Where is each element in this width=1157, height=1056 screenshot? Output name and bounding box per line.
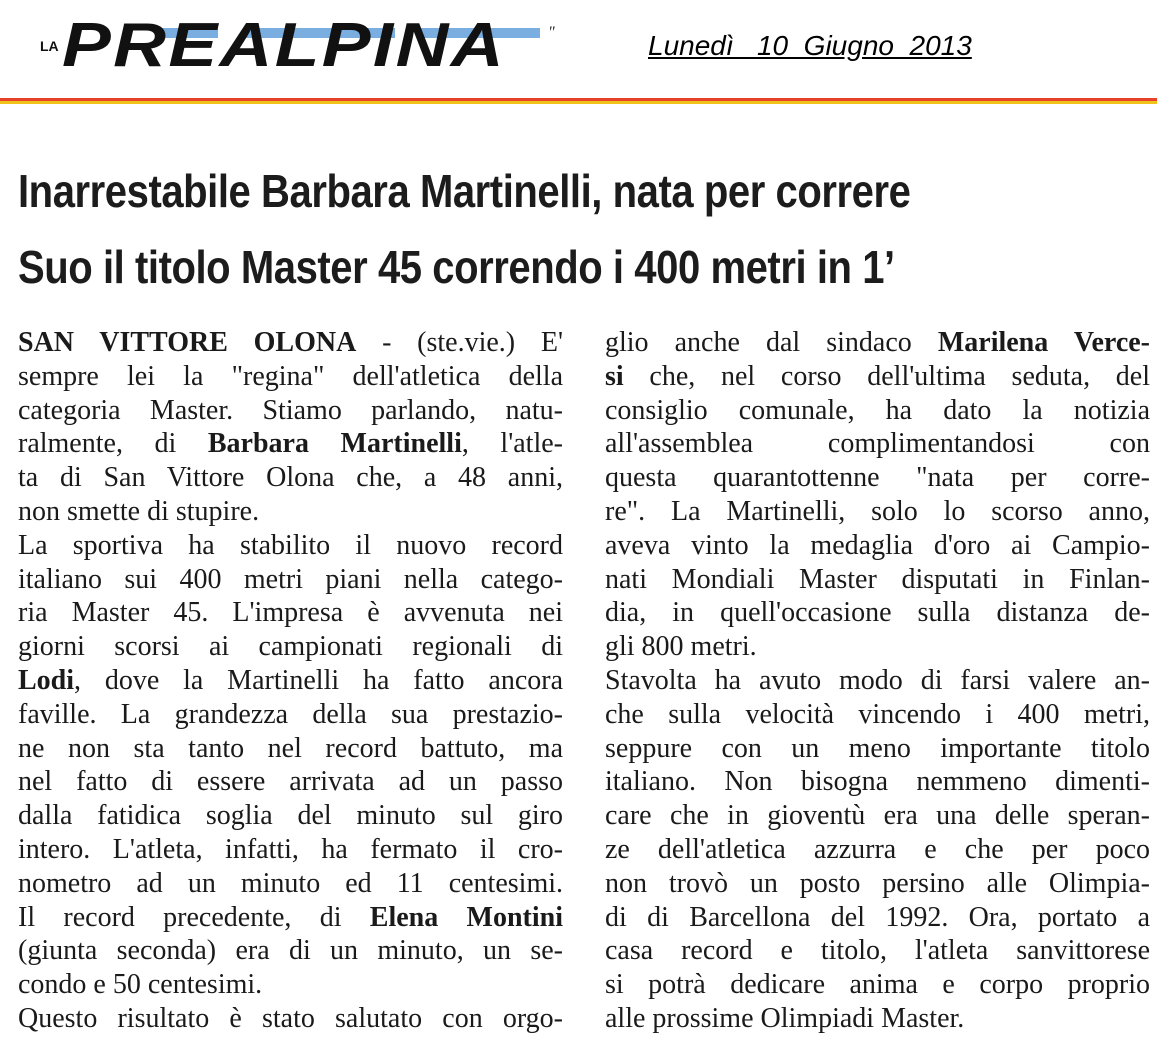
- text-run: nel fatto di essere arrivata ad un passo: [18, 766, 563, 798]
- article-line: [18, 326, 563, 360]
- article-line: [605, 799, 1150, 833]
- text-run: che, nel corso dell'ultima seduta, del: [623, 360, 1150, 392]
- article-line: [18, 461, 563, 495]
- text-run: non trovò un posto persino alle Olimpia-: [605, 867, 1150, 899]
- text-run: italiano sui 400 metri piani nella catego-: [18, 563, 563, 595]
- text-run: aveva vinto la medaglia d'oro ai Campio-: [605, 529, 1150, 561]
- article-line: [605, 563, 1150, 597]
- bold-name: si: [605, 360, 624, 392]
- text-run: faville. La grandezza della sua prestazio-: [18, 698, 563, 730]
- article-line: [18, 394, 563, 428]
- article-line: [605, 394, 1150, 428]
- article-line: [18, 901, 563, 935]
- article-line: [605, 867, 1150, 901]
- newspaper-logo: [40, 8, 580, 86]
- header-rule-yellow: [0, 101, 1157, 104]
- article-line: [18, 934, 563, 968]
- headline-line-1: Inarrestabile Barbara Martinelli, nata per correre: [18, 165, 911, 217]
- text-run: non smette di stupire.: [18, 495, 260, 527]
- article-line: [605, 495, 1150, 529]
- text-run: italiano. Non bisogna nemmeno dimenti-: [605, 766, 1150, 798]
- text-run: dia, in quell'occasione sulla distanza de-: [605, 597, 1150, 629]
- text-run: casa record e titolo, l'atleta sanvittorese: [605, 935, 1150, 967]
- text-run: Stavolta ha avuto modo di farsi valere an-: [605, 664, 1150, 696]
- article-line: [605, 1002, 1150, 1036]
- article-line: [18, 968, 563, 1002]
- article-line: [18, 1002, 563, 1036]
- publication-date: Lunedì 10 Giugno 2013: [648, 30, 972, 61]
- text-run: che sulla velocità vincendo i 400 metri,: [605, 698, 1150, 730]
- article-line: [605, 833, 1150, 867]
- article-line: [18, 664, 563, 698]
- text-run: intero. L'atleta, infatti, ha fermato il cro-: [18, 833, 563, 865]
- article-line: [605, 968, 1150, 1002]
- article-line: [605, 901, 1150, 935]
- article-line: [18, 833, 563, 867]
- text-run: seppure con un meno importante titolo: [605, 732, 1150, 764]
- article-line: [605, 934, 1150, 968]
- article-line: [18, 529, 563, 563]
- text-run: si potrà dedicare anima e corpo proprio: [605, 969, 1150, 1001]
- text-run: categoria Master. Stiamo parlando, natu-: [18, 394, 563, 426]
- article-line: [605, 529, 1150, 563]
- article-line: [605, 698, 1150, 732]
- article-line: [18, 360, 563, 394]
- article-line: [18, 698, 563, 732]
- text-run: alle prossime Olimpiadi Master.: [605, 1002, 965, 1034]
- article-line: [605, 664, 1150, 698]
- article-line: [605, 326, 1150, 360]
- text-run: , dove la Martinelli ha fatto ancora: [74, 664, 563, 696]
- article-line: [605, 596, 1150, 630]
- bold-name: SAN VITTORE OLONA: [18, 327, 357, 358]
- article-line: [18, 765, 563, 799]
- bold-name: Barbara Martinelli: [207, 428, 462, 460]
- text-run: La sportiva ha stabilito il nuovo record: [18, 529, 563, 561]
- text-run: care che in gioventù era una delle speran-: [605, 800, 1150, 832]
- text-run: consiglio comunale, ha dato la notizia: [605, 394, 1150, 426]
- text-run: re". La Martinelli, solo lo scorso anno,: [605, 495, 1150, 527]
- text-run: condo e 50 centesimi.: [18, 969, 263, 1001]
- masthead: [0, 0, 1157, 100]
- text-run: Il record precedente, di: [18, 901, 370, 933]
- article-line: [18, 630, 563, 664]
- bold-name: Marilena Verce-: [937, 327, 1150, 358]
- text-run: ze dell'atletica azzurra e che per poco: [605, 833, 1150, 865]
- article-line: [605, 360, 1150, 394]
- text-run: nometro ad un minuto ed 11 centesimi.: [18, 867, 563, 899]
- article-line: [605, 427, 1150, 461]
- article-line: [18, 563, 563, 597]
- logo-prefix: LA: [40, 38, 59, 54]
- article-line: [18, 495, 563, 529]
- text-run: ralmente, di: [18, 428, 208, 460]
- logo-name: PREALPINA: [62, 11, 506, 80]
- article-column-left: [18, 326, 563, 1036]
- text-run: all'assemblea complimentandosi con: [605, 428, 1150, 460]
- bold-name: Lodi: [18, 664, 75, 696]
- bold-name: Elena Montini: [369, 901, 563, 933]
- text-run: , l'atle-: [461, 428, 563, 460]
- article-line: [605, 732, 1150, 766]
- text-run: ta di San Vittore Olona che, a 48 anni,: [18, 462, 563, 494]
- text-run: sempre lei la "regina" dell'atletica della: [18, 360, 563, 392]
- text-run: ne non sta tanto nel record battuto, ma: [18, 732, 563, 764]
- text-run: gli 800 metri.: [605, 631, 757, 663]
- article-line: [18, 596, 563, 630]
- article-line: [605, 765, 1150, 799]
- article-line: [605, 630, 1150, 664]
- article-line: [18, 427, 563, 461]
- article-column-right: [605, 326, 1150, 1036]
- text-run: questa quarantottenne "nata per corre-: [605, 462, 1150, 494]
- article-line: [605, 461, 1150, 495]
- article-line: [18, 799, 563, 833]
- article-line: [18, 732, 563, 766]
- logo-mark: ": [548, 24, 555, 41]
- text-run: ria Master 45. L'impresa è avvenuta nei: [18, 597, 563, 629]
- headline-line-2: Suo il titolo Master 45 correndo i 400 metri in 1’: [18, 241, 895, 293]
- text-run: di di Barcellona del 1992. Ora, portato a: [605, 901, 1150, 933]
- text-run: dalla fatidica soglia del minuto sul giro: [18, 800, 563, 832]
- article-line: [18, 867, 563, 901]
- text-run: - (ste.vie.) E': [356, 327, 564, 358]
- text-run: Questo risultato è stato salutato con orgo-: [18, 1002, 563, 1034]
- text-run: nati Mondiali Master disputati in Finlan-: [605, 563, 1150, 595]
- text-run: glio anche dal sindaco: [605, 327, 938, 358]
- text-run: giorni scorsi ai campionati regionali di: [18, 631, 563, 663]
- text-run: (giunta seconda) era di un minuto, un se-: [18, 935, 563, 967]
